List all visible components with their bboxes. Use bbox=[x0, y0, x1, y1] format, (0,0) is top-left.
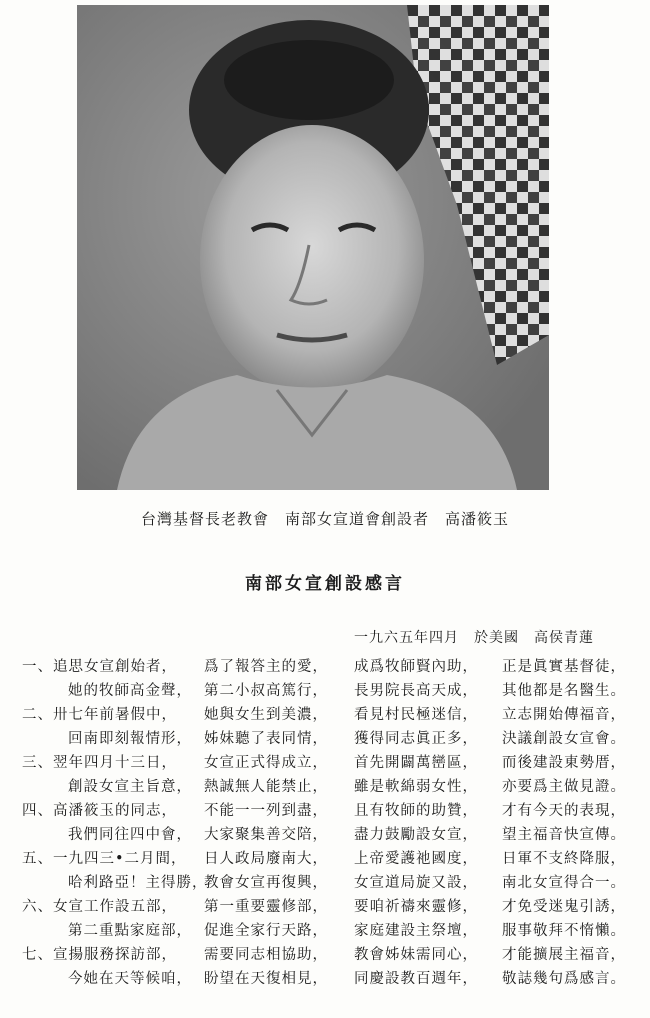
poem-line: 今她在天等候咱， bbox=[68, 971, 192, 987]
poem-line: 望主福音快宣傳。 bbox=[502, 827, 626, 843]
poem-line: 第一重要靈修部， bbox=[204, 899, 328, 915]
poem-line: 第二小叔高篤行， bbox=[204, 683, 328, 699]
poem-column-1 bbox=[22, 655, 208, 991]
poem-column-4 bbox=[502, 655, 626, 991]
poem-line: 首先開闢萬巒區， bbox=[354, 755, 478, 771]
poem-line: 女宣正式得成立， bbox=[204, 755, 328, 771]
poem-line: 家庭建設主祭壇， bbox=[354, 923, 478, 939]
poem-line: 哈利路亞！主得勝， bbox=[68, 875, 208, 891]
poem-line: 爲了報答主的愛， bbox=[204, 659, 328, 675]
poem-line: 五、一九四三•二月間， bbox=[22, 851, 187, 867]
poem-line: 且有牧師的助贊， bbox=[354, 803, 478, 819]
poem-line: 成爲牧師賢內助， bbox=[354, 659, 478, 675]
poem-line: 看見村民極迷信， bbox=[354, 707, 478, 723]
poem-line: 大家聚集善交陪， bbox=[204, 827, 328, 843]
poem-line: 長男院長高天成， bbox=[354, 683, 478, 699]
poem-line: 而後建設東勢厝， bbox=[502, 755, 626, 771]
poem-line: 四、高潘筱玉的同志， bbox=[22, 803, 177, 819]
poem-body bbox=[0, 655, 650, 1015]
poem-line: 立志開始傳福音， bbox=[502, 707, 626, 723]
poem-line: 她與女生到美濃， bbox=[204, 707, 328, 723]
poem-line: 雖是軟綿弱女性， bbox=[354, 779, 478, 795]
poem-column-3 bbox=[354, 655, 478, 991]
poem-line: 日人政局廢南大， bbox=[204, 851, 328, 867]
photo-caption: 台灣基督長老教會 南部女宣道會創設者 高潘筱玉 bbox=[140, 510, 509, 528]
poem-line: 促進全家行天路， bbox=[204, 923, 328, 939]
poem-column-2 bbox=[204, 655, 328, 991]
poem-line: 才有今天的表現， bbox=[502, 803, 626, 819]
poem-line: 才能擴展主福音， bbox=[502, 947, 626, 963]
poem-line: 盡力鼓勵設女宣， bbox=[354, 827, 478, 843]
poem-line: 教會姊妹需同心， bbox=[354, 947, 478, 963]
poem-line: 亦要爲主做見證。 bbox=[502, 779, 626, 795]
poem-line: 我們同往四中會， bbox=[68, 827, 192, 843]
article-title: 南部女宣創設感言 bbox=[245, 574, 405, 594]
poem-line: 不能一一列到盡， bbox=[204, 803, 328, 819]
poem-line: 三、翌年四月十三日， bbox=[22, 755, 177, 771]
date-text: 一九六五年四月 bbox=[354, 630, 459, 646]
poem-line: 盼望在天復相見， bbox=[204, 971, 328, 987]
poem-line: 七、宣揚服務探訪部， bbox=[22, 947, 177, 963]
poem-line: 其他都是名醫生。 bbox=[502, 683, 626, 699]
author-name: 高侯青蓮 bbox=[534, 630, 594, 646]
poem-line: 服事敬拜不惰懶。 bbox=[502, 923, 626, 939]
portrait-photo bbox=[77, 5, 549, 490]
poem-line: 敬誌幾句爲感言。 bbox=[502, 971, 626, 987]
portrait-photo-icon bbox=[77, 5, 549, 490]
poem-line: 決議創設女宣會。 bbox=[502, 731, 626, 747]
poem-line: 需要同志相協助， bbox=[204, 947, 328, 963]
poem-line: 女宣道局旋又設， bbox=[354, 875, 478, 891]
place-text: 於美國 bbox=[474, 630, 519, 646]
poem-line: 第二重點家庭部， bbox=[68, 923, 192, 939]
poem-line: 南北女宣得合一。 bbox=[502, 875, 626, 891]
poem-line: 教會女宣再復興， bbox=[204, 875, 328, 891]
poem-line: 正是眞實基督徒， bbox=[502, 659, 626, 675]
dateline bbox=[354, 627, 594, 647]
poem-line: 一、追思女宣創始者， bbox=[22, 659, 177, 675]
poem-line: 回南即刻報情形， bbox=[68, 731, 192, 747]
poem-line: 她的牧師高金聲， bbox=[68, 683, 192, 699]
poem-line: 二、卅七年前暑假中， bbox=[22, 707, 177, 723]
poem-line: 日軍不支終降服， bbox=[502, 851, 626, 867]
poem-line: 同慶設教百週年， bbox=[354, 971, 478, 987]
poem-line: 創設女宣主旨意， bbox=[68, 779, 192, 795]
poem-line: 才免受迷鬼引誘， bbox=[502, 899, 626, 915]
poem-line: 獲得同志眞正多， bbox=[354, 731, 478, 747]
poem-line: 六、女宣工作設五部， bbox=[22, 899, 177, 915]
poem-line: 熱誠無人能禁止， bbox=[204, 779, 328, 795]
poem-line: 要咱祈禱來靈修， bbox=[354, 899, 478, 915]
poem-line: 上帝愛護祂國度， bbox=[354, 851, 478, 867]
poem-line: 姊妹聽了表同情， bbox=[204, 731, 328, 747]
